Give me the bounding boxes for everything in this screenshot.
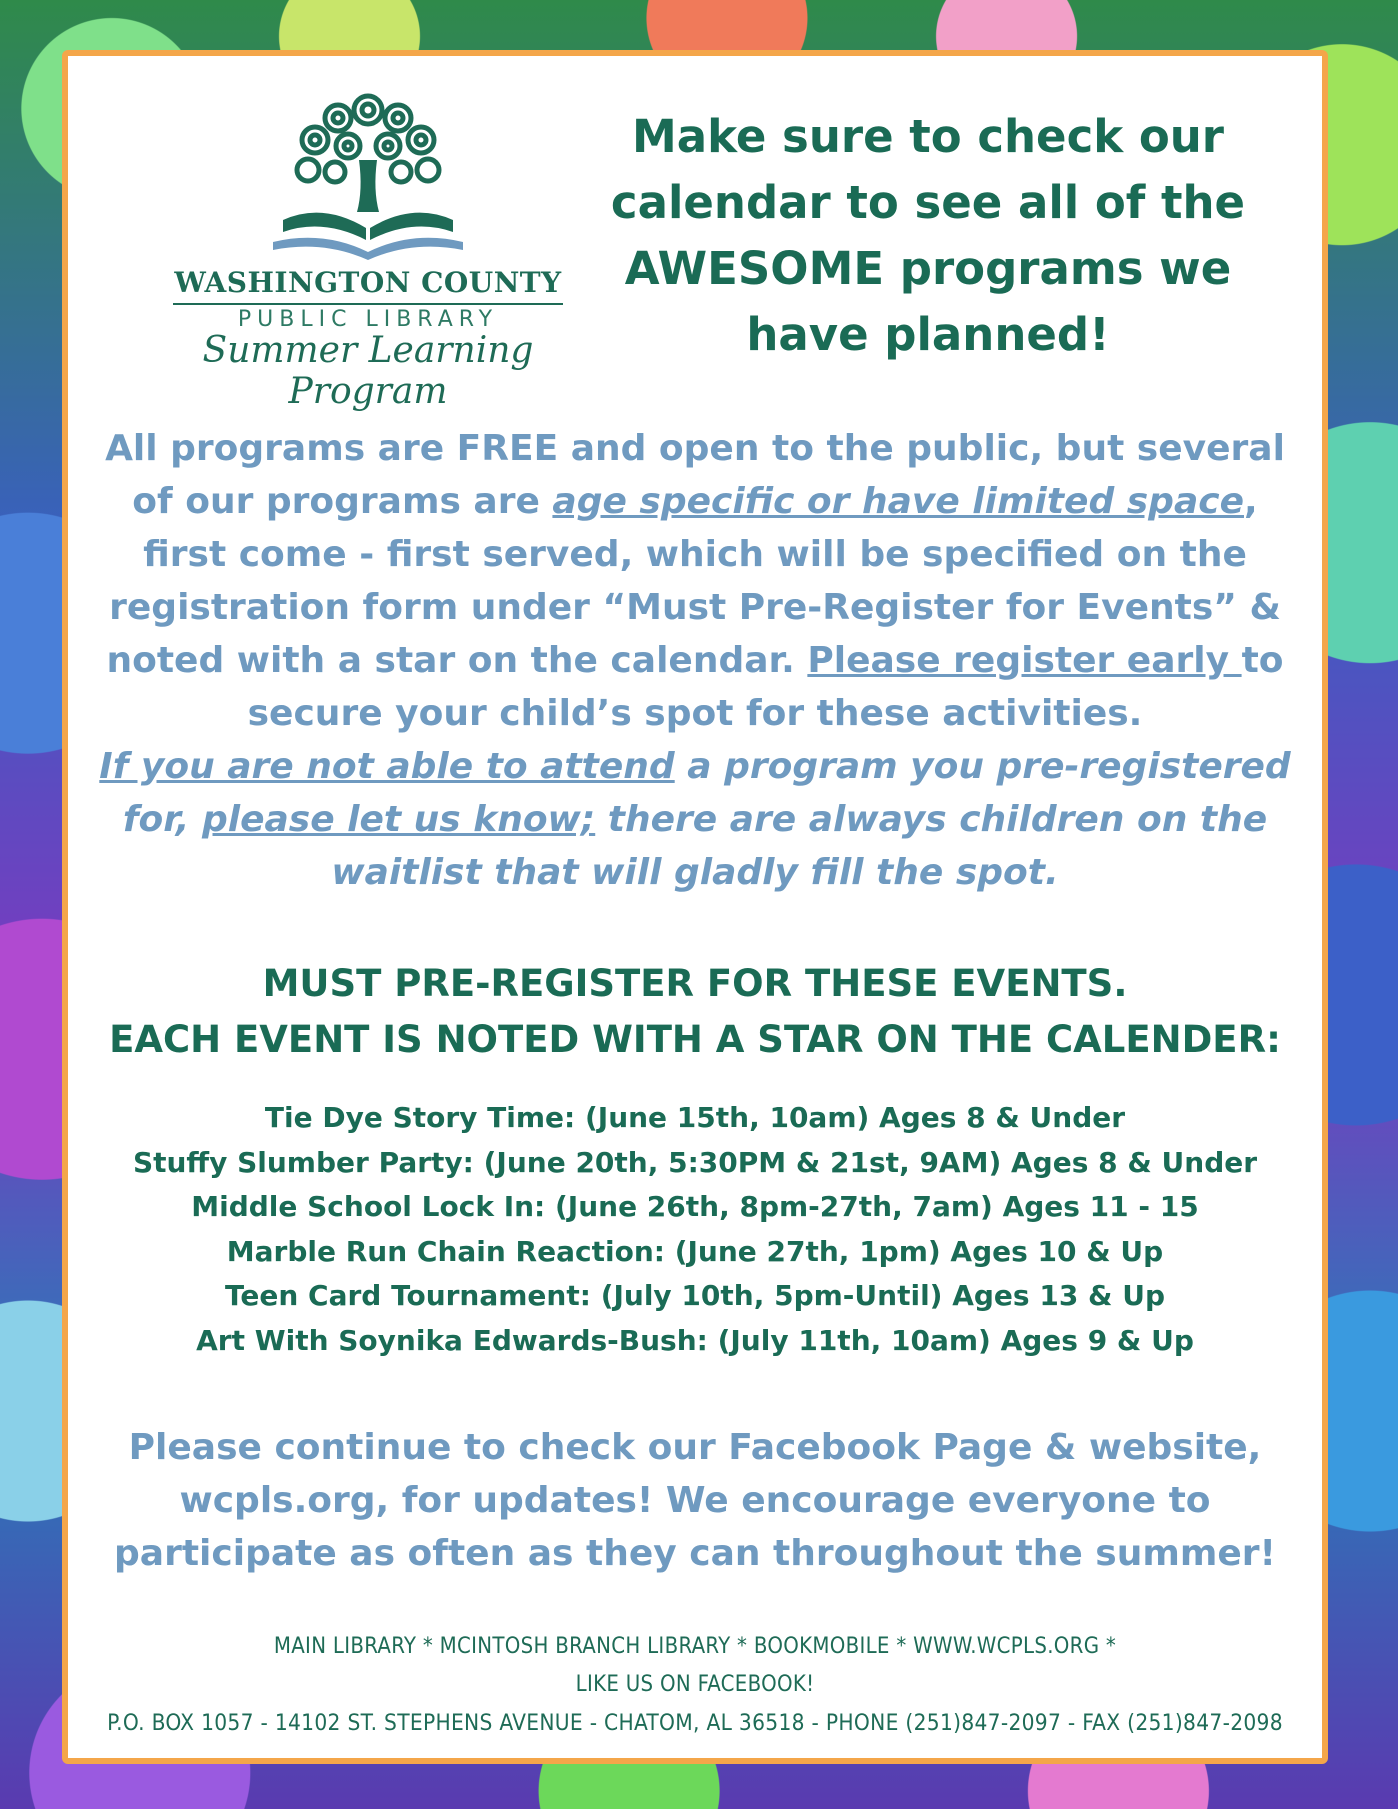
program-name: Summer Learning Program bbox=[202, 330, 534, 412]
intro-emphasis-2: Please register early bbox=[807, 640, 1242, 681]
preregister-heading-line-2: EACH EVENT IS NOTED WITH A STAR ON THE CALENDER: bbox=[109, 1018, 1281, 1061]
footer bbox=[68, 1628, 1322, 1742]
intro-emphasis-3: If you are not able to attend bbox=[99, 746, 675, 787]
library-logo bbox=[168, 80, 568, 412]
closing-paragraph: Please continue to check our Facebook Page & website, wcpls.org, for updates! We encourage everyone to participate as often as they can throughout the summer! bbox=[114, 1427, 1276, 1574]
event-item: Middle School Lock In: (June 26th, 8pm-27th, 7am) Ages 11 - 15 bbox=[191, 1190, 1199, 1223]
library-name: WASHINGTON COUNTY bbox=[174, 266, 562, 299]
footer-locations: MAIN LIBRARY * MCINTOSH BRANCH LIBRARY * BOOKMOBILE * WWW.WCPLS.ORG * bbox=[273, 1634, 1117, 1659]
footer-contact: P.O. BOX 1057 - 14102 ST. STEPHENS AVENUE - CHATOM, AL 36518 - PHONE (251)847-2097 - FAX (251)847-2098 bbox=[107, 1710, 1283, 1736]
intro-text-1: All programs are FREE and open to the public, but several of our programs are bbox=[105, 428, 1285, 522]
preregister-heading bbox=[88, 956, 1302, 1068]
logo-divider bbox=[173, 303, 563, 305]
event-item: Tie Dye Story Time: (June 15th, 10am) Ages 8 & Under bbox=[264, 1101, 1126, 1134]
event-item: Art With Soynika Edwards-Bush: (July 11th, 10am) Ages 9 & Up bbox=[196, 1323, 1194, 1357]
intro-text-5: there are always children on the waitlist that will gladly fill the spot. bbox=[331, 799, 1268, 893]
event-item: Marble Run Chain Reaction: (June 27th, 1pm) Ages 10 & Up bbox=[226, 1234, 1164, 1268]
flyer-card bbox=[62, 50, 1328, 1764]
intro-emphasis-1: age specific or have limited space bbox=[552, 481, 1244, 522]
event-item: Stuffy Slumber Party: (June 20th, 5:30PM & 21st, 9AM) Ages 8 & Under bbox=[132, 1145, 1258, 1179]
intro-text-4: a program you pre-registered for, bbox=[122, 746, 1291, 840]
event-list bbox=[88, 1096, 1302, 1363]
event-item: Teen Card Tournament: (July 10th, 5pm-Until) Ages 13 & Up bbox=[224, 1279, 1165, 1312]
intro-paragraph bbox=[88, 422, 1302, 899]
footer-facebook: LIKE US ON FACEBOOK! bbox=[575, 1672, 815, 1697]
intro-text-2: , first come - first served, which will be specified on the registration form under “Must Pre-Register for Events” & noted with a star on the calendar. bbox=[106, 481, 1281, 681]
tree-book-icon bbox=[263, 80, 473, 260]
preregister-heading-line-1: MUST PRE-REGISTER FOR THESE EVENTS. bbox=[262, 962, 1128, 1005]
intro-text-3: to secure your child’s spot for these activities. bbox=[247, 640, 1284, 734]
intro-emphasis-4: please let us know; bbox=[201, 799, 596, 840]
headline: Make sure to check our calendar to see all of the AWESOME programs we have planned! bbox=[610, 110, 1246, 361]
library-subtitle: PUBLIC LIBRARY bbox=[237, 307, 499, 332]
